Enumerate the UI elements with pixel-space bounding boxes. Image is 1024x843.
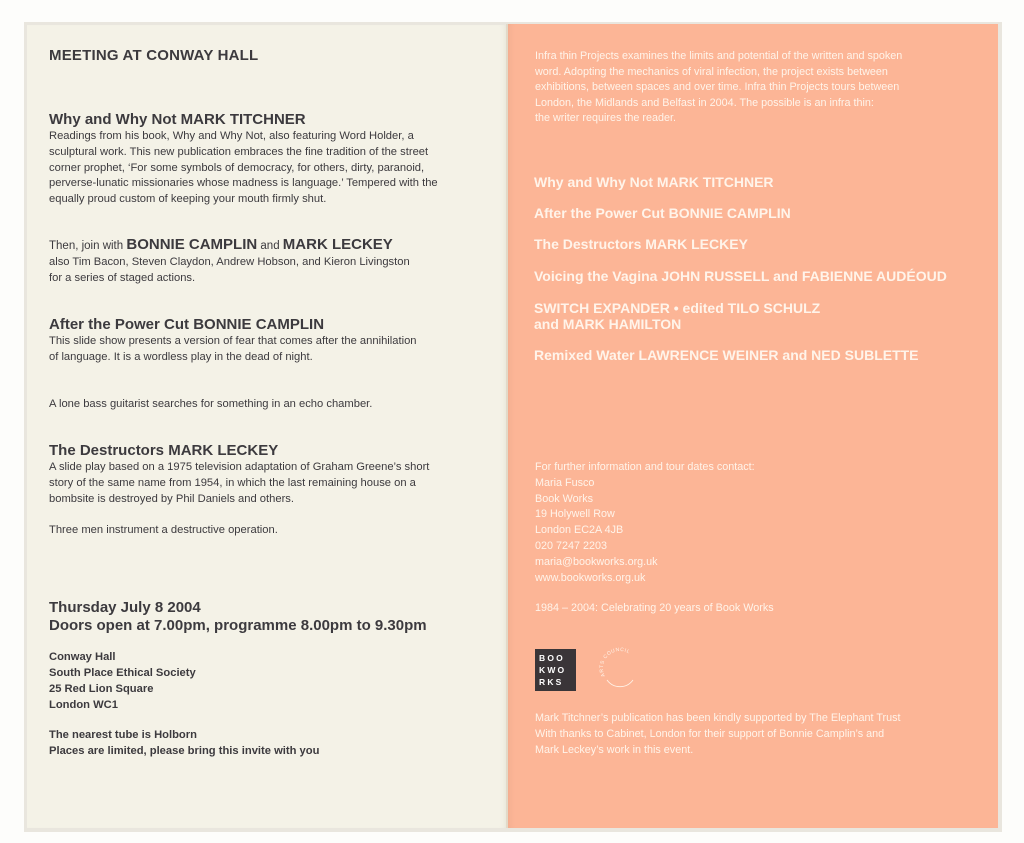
contact-org: Book Works <box>535 492 594 505</box>
contact-street: 19 Holywell Row <box>535 508 615 521</box>
venue-address <box>49 649 196 713</box>
project-title-name: MARK TITCHNER <box>656 174 774 190</box>
project-title-name: LAWRENCE WEINER and NED SUBLETTE <box>638 347 919 363</box>
project-title-3 <box>534 236 748 252</box>
section1-title-name: MARK TITCHNER <box>180 111 306 128</box>
project-title-main: The Destructors <box>534 236 646 252</box>
section1-line: equally proud custom of keeping your mouth firmly shut. <box>49 193 327 206</box>
doors-line: Doors open at 7.00pm, programme 8.00pm to 9.30pm <box>49 617 427 634</box>
address-line: Conway Hall <box>49 651 116 663</box>
logo-row: BOO <box>539 653 565 663</box>
thanks-block <box>535 711 901 758</box>
project-title-main: Voicing the Vagina <box>534 268 662 284</box>
celebrating-line: 1984 – 2004: Celebrating 20 years of Book Works <box>535 602 774 614</box>
section2-line: for a series of staged actions. <box>49 271 196 284</box>
section3-title-main: After the Power Cut <box>49 316 194 333</box>
contact-phone: 020 7247 2203 <box>535 539 608 552</box>
project-title-main: Why and Why Not <box>534 174 657 190</box>
section4-line: A slide play based on a 1975 television adaptation of Graham Greene’s short <box>49 461 430 473</box>
section4-line: bombsite is destroyed by Phil Daniels and others. <box>49 492 295 505</box>
intro-text <box>535 49 902 127</box>
intro-line: word. Adopting the mechanics of viral infection, the project exists between <box>535 65 888 78</box>
intro-line: the writer requires the reader. <box>535 112 677 125</box>
address-line: 25 Red Lion Square <box>49 683 154 695</box>
intro-line: Infra thin Projects examines the limits and potential of the written and spoken <box>535 50 903 62</box>
section3-title <box>49 316 324 333</box>
project-title-2 <box>534 205 791 221</box>
project-title-6 <box>534 347 919 363</box>
project-title-1 <box>534 174 774 190</box>
footer-line: Places are limited, please bring this invite with you <box>49 745 320 757</box>
section4-note: Three men instrument a destructive operation. <box>49 524 278 536</box>
contact-email[interactable]: maria@bookworks.org.uk <box>535 555 658 568</box>
project-title-4 <box>534 268 947 284</box>
project-title-name-cont: and MARK HAMILTON <box>534 316 682 332</box>
project-title-main: Remixed Water <box>534 347 639 363</box>
logo-row: KWO <box>539 665 567 675</box>
section4-title-main: The Destructors <box>49 442 169 459</box>
project-title-main: After the Power Cut <box>534 205 669 221</box>
contact-heading: For further information and tour dates contact: <box>535 461 755 473</box>
section2-prefix: Then, join with <box>49 240 127 252</box>
date-line: Thursday July 8 2004 <box>49 599 201 616</box>
contact-website[interactable]: www.bookworks.org.uk <box>535 571 646 584</box>
contact-name: Maria Fusco <box>535 476 595 489</box>
arts-council-seal <box>597 646 643 692</box>
seal-text-path: ARTS COUNCIL <box>598 646 632 678</box>
section3-title-name: BONNIE CAMPLIN <box>193 316 325 333</box>
footer-notes <box>49 727 319 759</box>
section2-name1: BONNIE CAMPLIN <box>126 236 258 253</box>
section3-line: of language. It is a wordless play in the dead of night. <box>49 350 313 363</box>
contact-city: London EC2A 4JB <box>535 524 624 537</box>
section4-title-name: MARK LECKEY <box>168 442 279 459</box>
section3-line: This slide show presents a version of fear that comes after the annihilation <box>49 335 417 347</box>
contact-block <box>535 460 755 586</box>
header-title: MEETING AT CONWAY HALL <box>49 47 259 64</box>
section1-line: sculptural work. This new publication embraces the fine tradition of the street <box>49 145 429 158</box>
section2-and: and <box>257 240 283 252</box>
intro-line: exhibitions, between spaces and over time. Infra thin Projects tours between <box>535 81 900 94</box>
project-title-name: • edited TILO SCHULZ <box>669 300 821 316</box>
section3-body <box>49 334 417 366</box>
section1-line: Readings from his book, Why and Why Not, also featuring Word Holder, a <box>49 130 414 142</box>
intro-line: London, the Midlands and Belfast in 2004. The possible is an infra thin: <box>535 96 874 109</box>
seal-text <box>599 647 631 678</box>
footer-line: The nearest tube is Holborn <box>49 729 197 741</box>
address-line: London WC1 <box>49 699 118 711</box>
section1-line: corner prophet, ‘For some symbols of democracy, for others, dirty, paranoid, <box>49 161 425 174</box>
project-title-name: MARK LECKEY <box>645 236 748 252</box>
project-title-name: JOHN RUSSELL and FABIENNE AUDÉOUD <box>661 268 947 284</box>
thanks-line: With thanks to Cabinet, London for their support of Bonnie Camplin’s and <box>535 727 885 740</box>
section2-line: also Tim Bacon, Steven Claydon, Andrew Hobson, and Kieron Livingston <box>49 256 410 268</box>
bookworks-logo <box>535 649 576 691</box>
section2-name2: MARK LECKEY <box>282 236 393 253</box>
right-panel <box>508 24 998 828</box>
thanks-line: Mark Leckey’s work in this event. <box>535 743 694 756</box>
section4-line: story of the same name from 1954, in which the last remaining house on a <box>49 476 416 489</box>
section1-body <box>49 129 438 208</box>
section4-body <box>49 460 429 507</box>
section1-title <box>49 111 306 128</box>
section2-heading <box>49 236 393 253</box>
section3-note: A lone bass guitarist searches for something in an echo chamber. <box>49 398 373 410</box>
project-title-main: SWITCH EXPANDER <box>534 300 670 316</box>
section4-title <box>49 442 278 459</box>
logo-row: RKS <box>539 677 564 687</box>
thanks-line: Mark Titchner’s publication has been kindly supported by The Elephant Trust <box>535 712 901 724</box>
address-line: South Place Ethical Society <box>49 667 196 679</box>
event-date <box>49 599 427 635</box>
project-title-name: BONNIE CAMPLIN <box>668 205 791 221</box>
section1-title-main: Why and Why Not <box>49 111 181 128</box>
seal-arc <box>607 680 633 687</box>
section1-line: perverse-lunatic missionaries whose madness is language.’ Tempered with the <box>49 177 438 190</box>
project-title-5 <box>534 300 820 332</box>
section2-body <box>49 255 410 287</box>
